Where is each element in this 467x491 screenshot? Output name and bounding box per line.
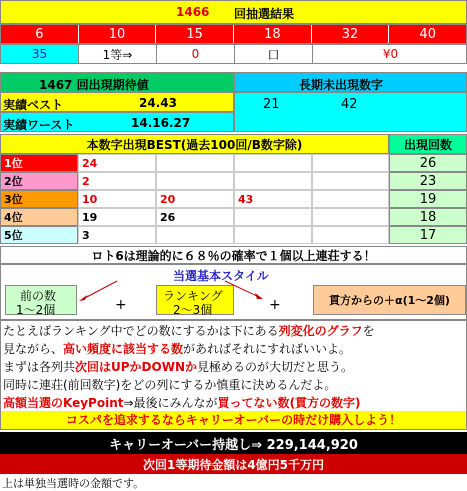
bonus-number: 35 bbox=[1, 45, 79, 63]
appearance-count: 26 bbox=[389, 154, 467, 172]
winning-number: 6 bbox=[1, 25, 79, 43]
winning-number: 32 bbox=[312, 25, 390, 43]
longterm-header: 長期未出現数字 bbox=[234, 72, 467, 92]
rank-label: 2位 bbox=[0, 172, 78, 190]
winning-number: 10 bbox=[79, 25, 157, 43]
winning-number: 15 bbox=[156, 25, 234, 43]
worst-row: 実績ワースト 14.16.27 bbox=[0, 112, 234, 132]
best-table-header: 本数字出現BEST(過去100回/B数字除) bbox=[0, 134, 389, 154]
rank-label: 5位 bbox=[0, 226, 78, 244]
ranking-box: ランキング 2～3個 bbox=[156, 285, 234, 315]
probability-note: ロト6は理論的に６８％の確率で１個以上連荘する！ bbox=[0, 246, 467, 264]
title-text: 回抽選結果 bbox=[234, 7, 295, 21]
appearance-count: 19 bbox=[389, 190, 467, 208]
explanation: たとえばランキング中でどの数にするかは下にある列変化のグラフを 見ながら、高い頻度に該当する数があればそれにすればいいよ。 まずは各列共次回はUPかDOWNか見極めるのが大切だと思う。 同時に連荘(前回数字)をどの列にするか慎重に決めるんだよ。 高額当選のKeyPoint⇒最後にみんなが買ってない数(貫方の数字) コスパを追求するならキャリーオーバーの時だけ購入しよう！ bbox=[0, 320, 467, 430]
prize-amount: ¥0 bbox=[382, 47, 399, 61]
table-row: 4位 19 26 18 bbox=[0, 208, 467, 226]
prev-number-box: 前の数 1～2個 bbox=[5, 285, 77, 315]
table-row: 1位 24 26 bbox=[0, 154, 467, 172]
table-row: 2位 2 23 bbox=[0, 172, 467, 190]
draw-number: 1466 bbox=[176, 5, 210, 19]
best-row: 実績ベスト 24.43 bbox=[0, 92, 234, 112]
appearance-count: 18 bbox=[389, 208, 467, 226]
table-row: 5位 3 17 bbox=[0, 226, 467, 244]
longterm-number: 21 bbox=[263, 97, 280, 112]
carryover-bar: キャリーオーバー持越し⇒ 229,144,920 bbox=[0, 432, 467, 454]
winning-number: 40 bbox=[419, 26, 436, 42]
appearance-count: 23 bbox=[389, 172, 467, 190]
longterm-numbers bbox=[234, 92, 467, 132]
footnote: 上は単独当選時の金額です。 bbox=[2, 477, 145, 490]
carryover-advice: コスパを追求するならキャリーオーバーの時だけ購入しよう！ bbox=[1, 411, 466, 429]
winner-unit: 口 bbox=[235, 45, 313, 63]
plus-sign: + bbox=[115, 297, 127, 313]
rank-rows bbox=[0, 154, 467, 246]
table-row: 3位 10 20 43 19 bbox=[0, 190, 467, 208]
winner-count: 0 bbox=[157, 45, 235, 63]
bonus-row bbox=[0, 44, 467, 64]
style-section bbox=[0, 264, 467, 320]
winning-numbers-row bbox=[0, 24, 467, 44]
winning-number: 18 bbox=[234, 25, 312, 43]
prize-tier-label: 1等⇒ bbox=[79, 45, 157, 63]
appearances-header: 出現回数 bbox=[389, 134, 467, 154]
plus-sign: + bbox=[269, 297, 281, 313]
appearance-count: 17 bbox=[389, 226, 467, 244]
expectation-header: 1467 回出現期待値 bbox=[0, 72, 234, 92]
rank-label: 1位 bbox=[0, 154, 78, 172]
arrow-left-icon bbox=[77, 279, 119, 301]
title-bar bbox=[0, 0, 467, 24]
arrow-down-right-icon bbox=[223, 279, 265, 301]
rank-label: 4位 bbox=[0, 208, 78, 226]
alpha-box: 貫方からの＋α(1～2個) bbox=[313, 285, 466, 315]
style-title: 当選基本スタイル bbox=[173, 269, 269, 283]
rank-label: 3位 bbox=[0, 190, 78, 208]
longterm-number: 42 bbox=[341, 97, 358, 112]
next-jackpot-bar: 次回1等期待金額は4億円5千万円 bbox=[0, 454, 467, 474]
